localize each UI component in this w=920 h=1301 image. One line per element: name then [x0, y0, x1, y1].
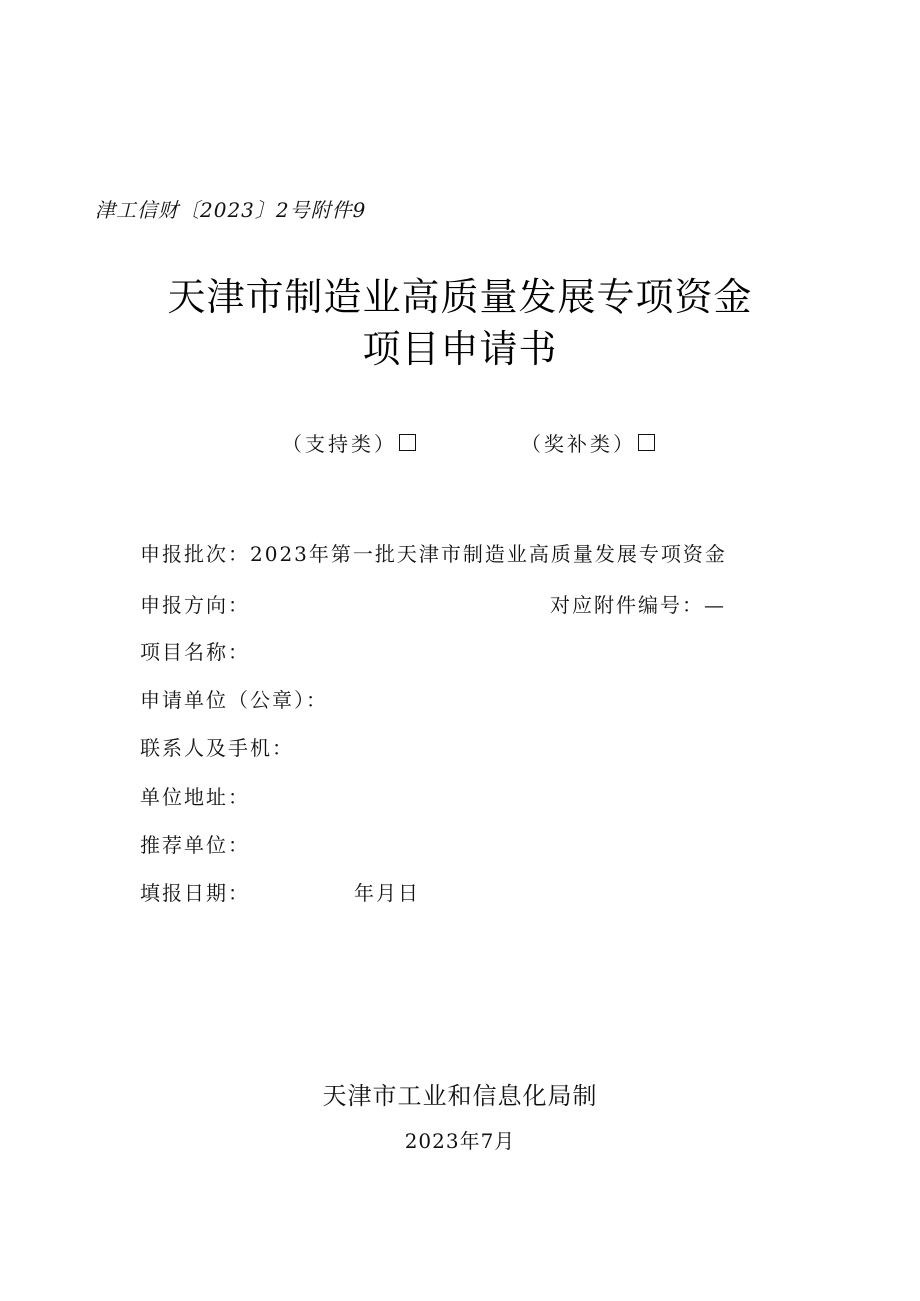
address-field: 单位地址：	[140, 785, 250, 809]
reward-category-checkbox[interactable]	[638, 434, 655, 451]
reward-category-label: （奖补类）	[521, 432, 636, 456]
issuer-name: 天津市工业和信息化局制	[322, 1082, 598, 1110]
support-category-option[interactable]	[282, 428, 416, 457]
document-reference: 津工信财〔2023〕2号附件9	[95, 198, 367, 222]
project-name-field: 项目名称：	[140, 640, 250, 664]
recommender-field: 推荐单位：	[140, 833, 250, 857]
fill-date-field: 填报日期：	[140, 881, 250, 905]
direction-field: 申报方向：	[140, 593, 250, 617]
support-category-label: （支持类）	[282, 432, 397, 456]
attachment-number-field: 对应附件编号：—	[550, 593, 726, 617]
issue-date: 2023年7月	[404, 1129, 516, 1153]
applicant-field: 申请单位（公章）：	[140, 688, 328, 712]
reward-category-option[interactable]	[521, 428, 655, 457]
document-title-line-2: 项目申请书	[362, 327, 558, 371]
batch-field: 申报批次：2023年第一批天津市制造业高质量发展专项资金	[140, 542, 727, 566]
support-category-checkbox[interactable]	[399, 434, 416, 451]
contact-field: 联系人及手机：	[140, 736, 294, 760]
document-title-line-1: 天津市制造业高质量发展专项资金	[167, 275, 753, 319]
fill-date-suffix: 年月日	[354, 881, 420, 905]
